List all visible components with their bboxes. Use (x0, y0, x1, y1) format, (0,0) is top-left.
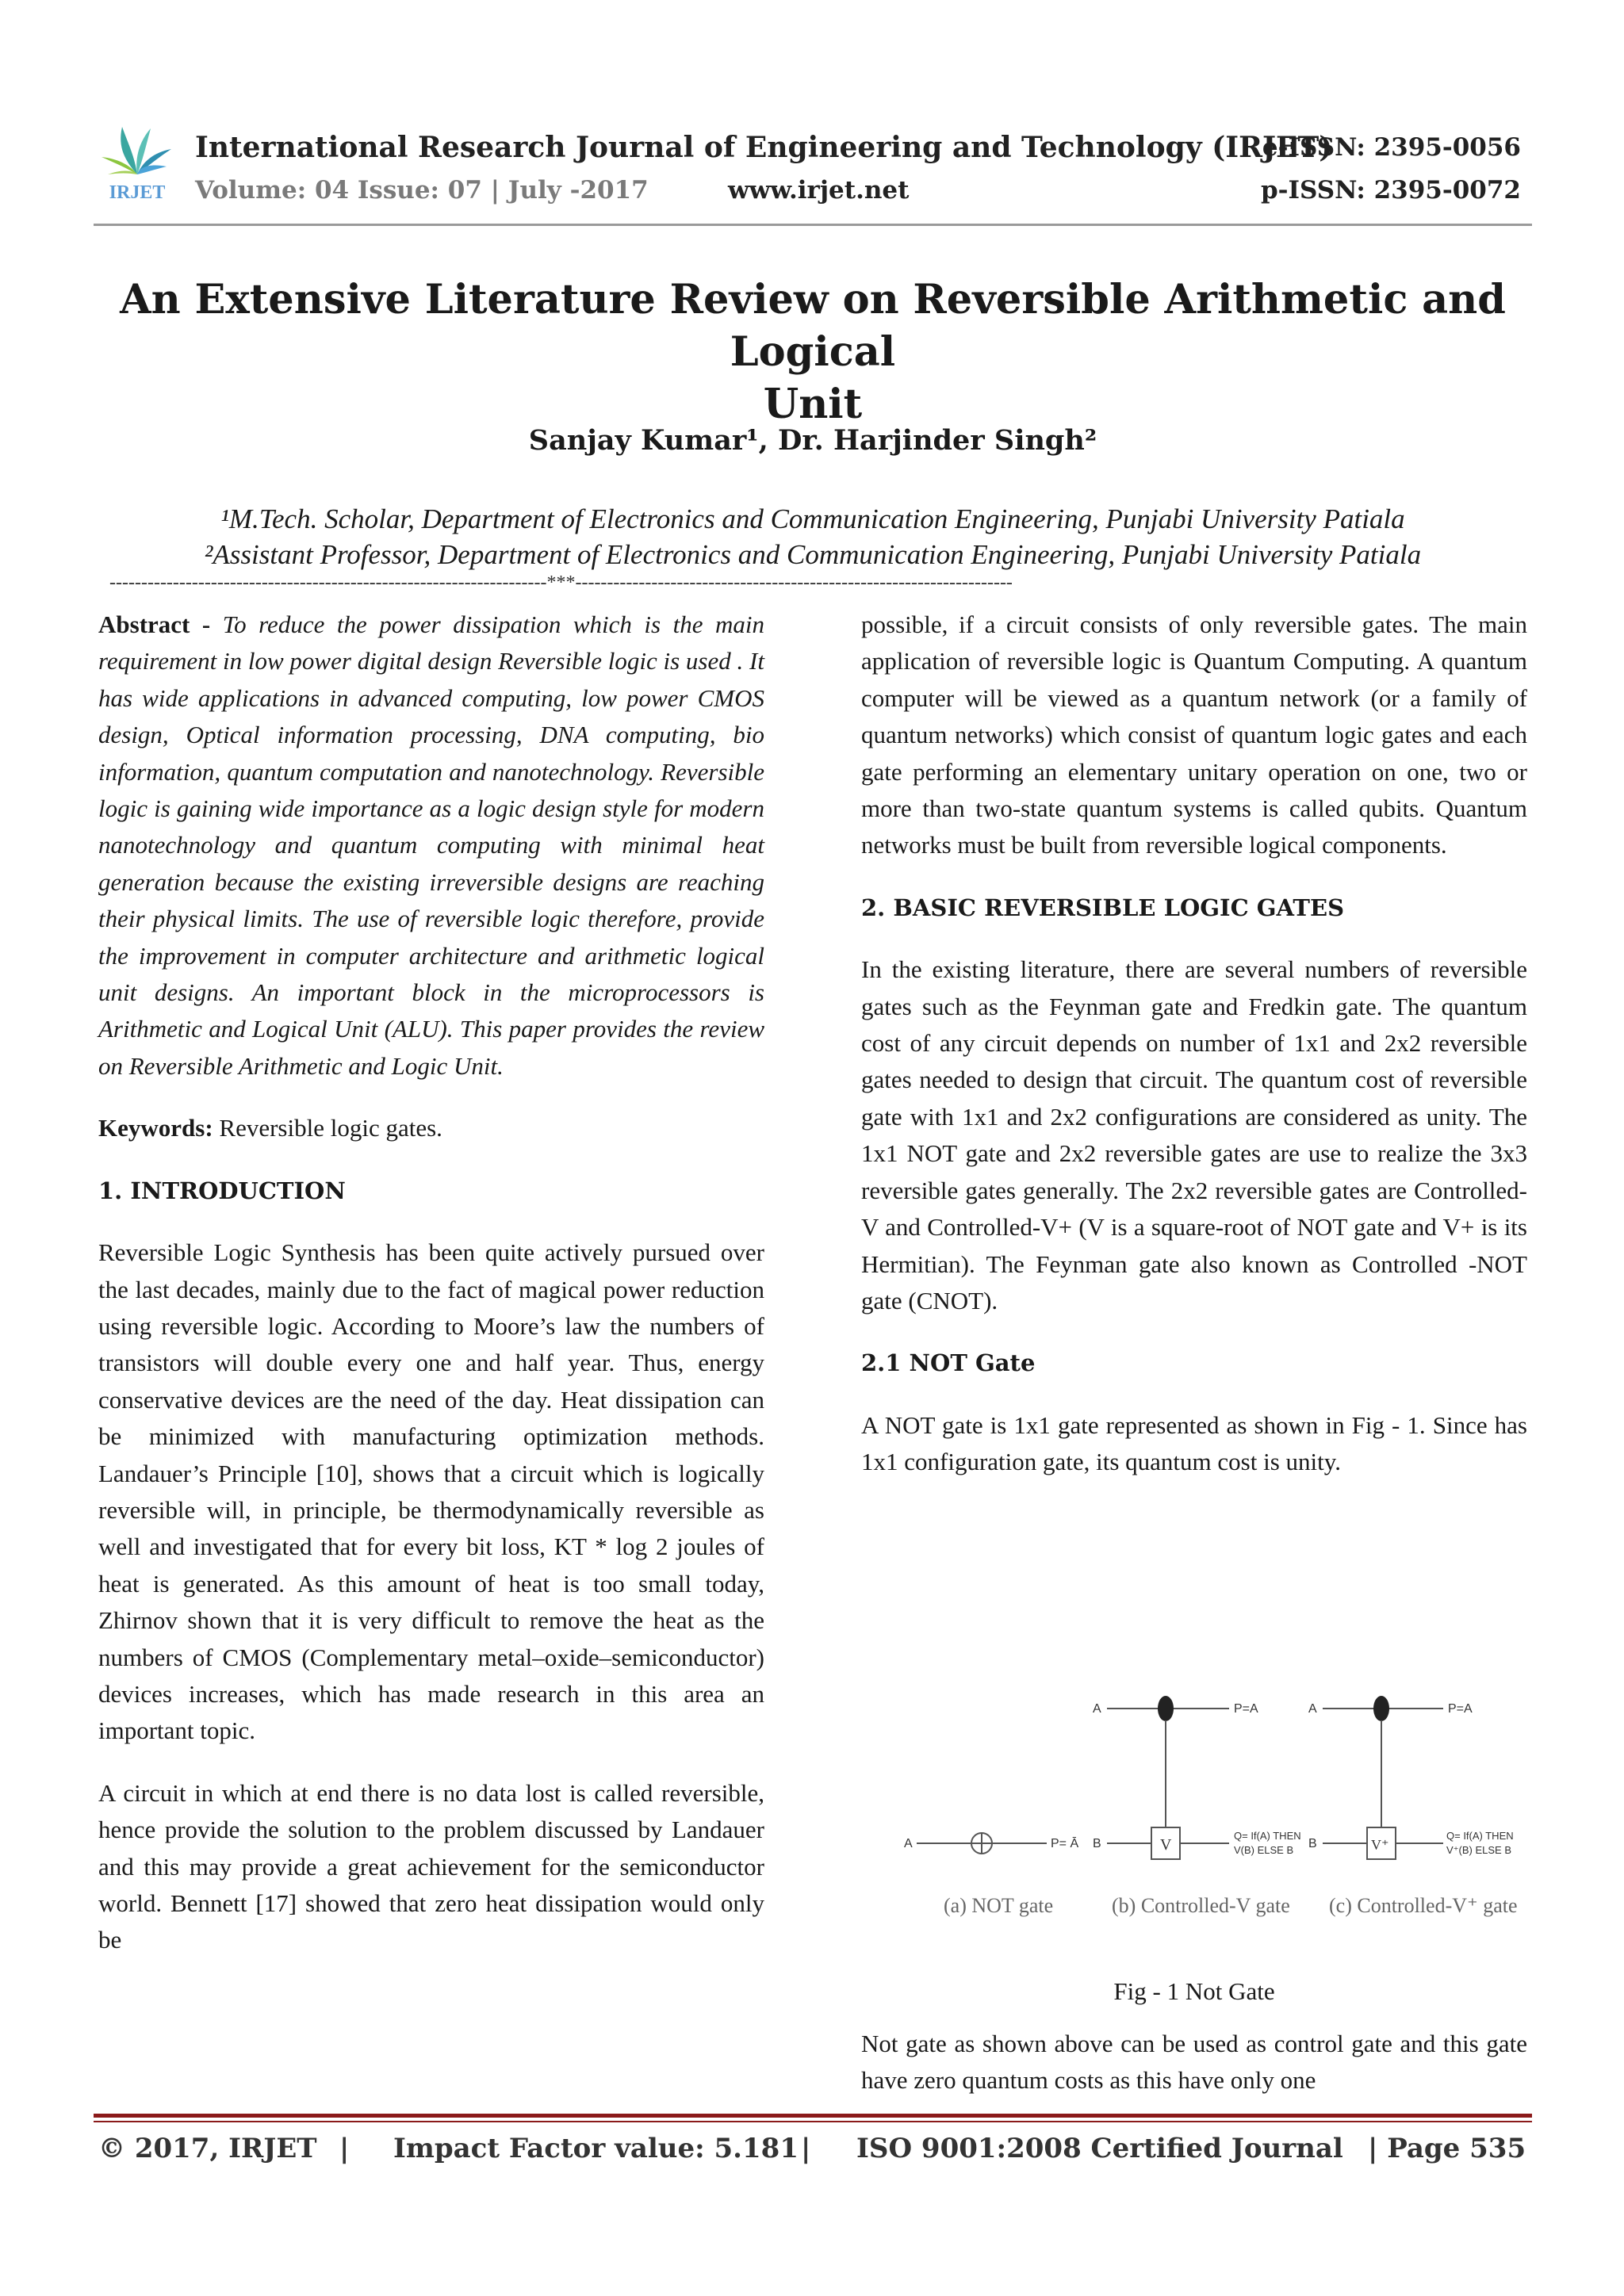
footer-separator: | (339, 2133, 350, 2164)
authors: Sanjay Kumar¹, Dr. Harjinder Singh² (528, 424, 1097, 457)
intro-heading: 1. INTRODUCTION (98, 1177, 346, 1204)
affiliation-1: ¹M.Tech. Scholar, Department of Electronics and Communication Engineering, Punjabi University Patiala (220, 503, 1405, 534)
cvp-input-b: B (1308, 1837, 1317, 1850)
logo-text: IRJET (109, 182, 166, 203)
keywords (98, 1110, 764, 1146)
volume-issue: Volume: 04 Issue: 07 | July -2017 (195, 176, 649, 205)
footer-copyright: © 2017, IRJET (98, 2133, 317, 2164)
intro-paragraph-2: A circuit in which at end there is no data lost is called reversible, hence provide the solution to the problem discussed by Landauer and this may provide a great achievement for the semiconductor world. Bennett [17] showed that zero heat dissipation would only be (98, 1778, 764, 1954)
keywords-text: Reversible logic gates. (219, 1114, 442, 1142)
not-gate-caption: (a) NOT gate (944, 1894, 1054, 1917)
cvp-output-q2: V⁺(B) ELSE B (1446, 1844, 1511, 1856)
cvp-output-p: P=A (1448, 1702, 1473, 1716)
footer-page-number: | Page 535 (1368, 2133, 1526, 2164)
cvp-control-dot (1373, 1696, 1389, 1721)
not-output-label: P= Ā (1051, 1837, 1079, 1850)
not-gate-diagram (904, 1833, 1078, 1917)
controlled-v-diagram (1093, 1696, 1301, 1917)
title-line-2: Unit (763, 381, 863, 428)
footer-rule-thin (94, 2121, 1532, 2122)
cv-input-a: A (1093, 1702, 1101, 1716)
left-column (98, 607, 764, 1959)
logo-leaves-icon (102, 127, 171, 174)
cvp-output-q1: Q= If(A) THEN (1446, 1830, 1514, 1842)
section-2-1-heading: 2.1 NOT Gate (861, 1349, 1036, 1377)
cv-gate-caption: (b) Controlled-V gate (1112, 1894, 1290, 1917)
footer-impact-factor: Impact Factor value: 5.181 (393, 2133, 799, 2164)
figure-caption: Fig - 1 Not Gate (1113, 1977, 1275, 2005)
cvp-box-label: V⁺ (1371, 1837, 1389, 1853)
cv-box-label: V (1160, 1836, 1172, 1854)
figure-1-gates (888, 1689, 1522, 1950)
paragraph-after-figure: Not gate as shown above can be used as control gate and this gate have zero quantum costs as this have only one (861, 2030, 1527, 2095)
cv-output-q1: Q= If(A) THEN (1234, 1830, 1301, 1842)
continued-paragraph: possible, if a circuit consists of only reversible gates. The main application of reversible logic is Quantum Computing. A quantum computer will be viewed as a quantum network (or a family of quantum networks) which consist of quantum logic gates and each gate performing an elementary unitary operation on one, two or more than two-state quantum systems is called qubits. Quantum networks must be built from reversible logical components. (861, 610, 1527, 859)
cv-output-p: P=A (1234, 1702, 1258, 1716)
section-separator: ---------------------------------------------------------------------***--------------------------------------------------------------------- (109, 572, 1013, 593)
p-issn: p-ISSN: 2395-0072 (1260, 176, 1521, 205)
irjet-logo (94, 117, 181, 205)
abstract-label: Abstract - (98, 610, 211, 638)
paper-title (94, 274, 1532, 430)
footer-rule-thick (94, 2114, 1532, 2118)
cv-control-dot (1158, 1696, 1174, 1721)
not-input-label: A (904, 1837, 913, 1850)
cv-input-b: B (1093, 1837, 1101, 1850)
cvp-input-a: A (1308, 1702, 1317, 1716)
cvp-gate-caption: (c) Controlled-V⁺ gate (1329, 1894, 1518, 1917)
header-divider (94, 224, 1532, 226)
section-2-heading: 2. BASIC REVERSIBLE LOGIC GATES (861, 894, 1345, 921)
footer-iso: ISO 9001:2008 Certified Journal (856, 2133, 1343, 2164)
keywords-label: Keywords: (98, 1114, 213, 1142)
intro-paragraph-1: Reversible Logic Synthesis has been quite actively pursued over the last decades, mainly due to the fact of magical power reduction using reversible logic. According to Moore’s law the numbers of transistors will double every one and half year. Thus, energy conservative devices are the need of the day. Heat dissipation can be minimized with manufacturing optimization methods. Landauer’s Principle [10], shows that a circuit which is logically reversible will, in principle, be thermodynamically reversible as well and investigated that for every bit loss, KT * log 2 joules of heat is generated. As this amount of heat is too small today, Zhirnov shown that it is very difficult to remove the heat as the numbers of CMOS (Complementary metal–oxide–semiconductor) devices increases, which has made research in this area an important topic. (98, 1238, 764, 1745)
controlled-vplus-diagram (1308, 1696, 1518, 1917)
abstract-text: To reduce the power dissipation which is the main requirement in low power digital design Reversible logic is used . It has wide applications in advanced computing, low power CMOS design, Optical information processing, DNA computing, bio information, quantum computation and nanotechnology. Reversible logic is gaining wide importance as a logic design style for modern nanotechnology and quantum computing with minimal heat generation because the existing irreversible designs are reaching their physical limits. The use of reversible logic therefore, provide the improvement in computer architecture and arithmetic logical unit designs. An important block in the microprocessors is Arithmetic and Logical Unit (ALU). This paper provides the review on Reversible Arithmetic and Logic Unit. (98, 610, 765, 1080)
section-2-text: In the existing literature, there are several numbers of reversible gates such as the Feynman gate and Fredkin gate. The quantum cost of any circuit depends on number of 1x1 and 2x2 reversible gates needed to design that circuit. The quantum cost of reversible gate with 1x1 and 2x2 configurations are considered as unity. The 1x1 NOT gate and 2x2 reversible gates are use to realize the 3x3 reversible gates generally. The 2x2 reversible gates are Controlled-V and Controlled-V+ (V is a square-root of NOT gate and V+ is its Hermitian). The Feynman gate also known as Controlled -NOT gate (CNOT). (861, 955, 1527, 1314)
affiliation-2: ²Assistant Professor, Department of Electronics and Communication Engineering, Punjabi University Patiala (204, 539, 1422, 570)
abstract (98, 607, 764, 1085)
footer-separator: | (801, 2133, 811, 2164)
journal-name: International Research Journal of Engineering and Technology (IRJET) (195, 131, 1333, 164)
section-2-1-text: A NOT gate is 1x1 gate represented as shown in Fig - 1. Since has 1x1 configuration gate, its quantum cost is unity. (861, 1410, 1527, 1476)
right-column (861, 607, 1527, 1481)
title-line-1: An Extensive Literature Review on Reversible Arithmetic and Logical (120, 276, 1506, 376)
journal-website[interactable]: www.irjet.net (728, 176, 910, 205)
e-issn: e-ISSN: 2395-0056 (1262, 133, 1521, 162)
cv-output-q2: V(B) ELSE B (1234, 1844, 1294, 1856)
